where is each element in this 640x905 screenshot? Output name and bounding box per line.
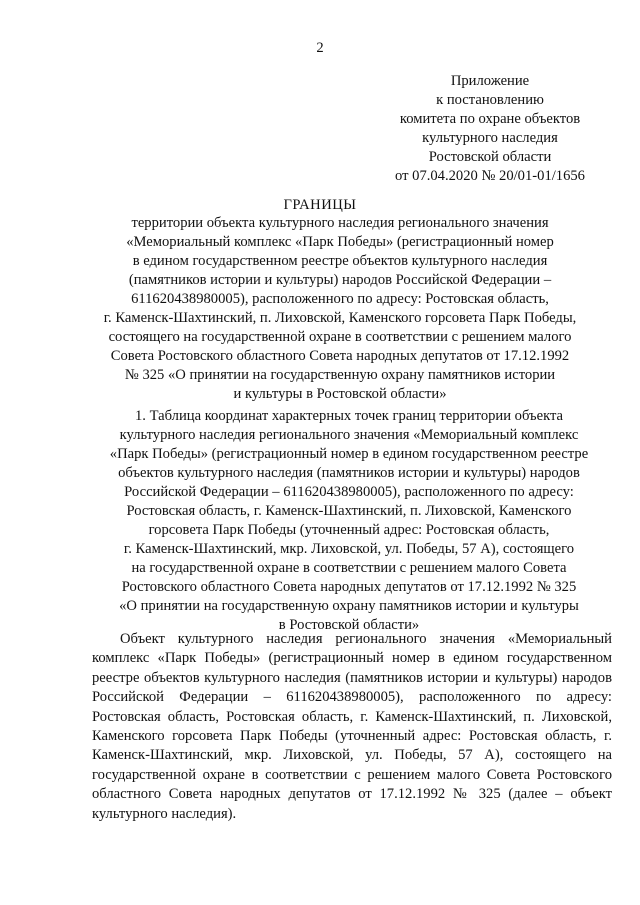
document-subtitle <box>80 214 600 404</box>
appendix-line: Приложение <box>450 73 530 89</box>
section-1-line: г. Каменск-Шахтинский, мкр. Лиховской, ул. Победы, 57 А), состоящего <box>123 541 575 557</box>
document-title: ГРАНИЦЫ <box>283 197 357 213</box>
appendix-line: к постановлению <box>436 92 544 108</box>
section-1-line: объектов культурного наследия (памятников истории и культуры) народов <box>118 465 580 481</box>
section-1-line: культурного наследия регионального значения «Мемориальный комплекс <box>119 427 579 443</box>
subtitle-line: состоящего на государственной охране в соответствии с решением малого <box>108 329 572 345</box>
subtitle-line: Совета Ростовского областного Совета народных депутатов от 17.12.1992 <box>110 348 570 364</box>
page-number: 2 <box>316 40 324 56</box>
subtitle-line: (памятников истории и культуры) народов Российской Федерации – <box>128 272 552 288</box>
section-1-line: в Ростовской области» <box>278 617 420 633</box>
appendix-line: Ростовской области <box>428 149 552 165</box>
subtitle-line: 611620438980005), расположенного по адресу: Ростовская область, <box>131 291 549 307</box>
subtitle-line: и культуры в Ростовской области» <box>233 386 447 402</box>
subtitle-line: территории объекта культурного наследия регионального значения <box>131 215 549 231</box>
subtitle-line: в едином государственном реестре объектов культурного наследия <box>132 253 548 269</box>
section-1-line: 1. Таблица координат характерных точек границ территории объекта <box>134 408 563 424</box>
section-1-line: горсовета Парк Победы (уточненный адрес: Ростовская область, <box>148 522 550 538</box>
section-1-line: Российской Федерации – 611620438980005), расположенного по адресу: <box>124 484 574 500</box>
section-1-line: Ростовская область, г. Каменск-Шахтинский, п. Лиховской, Каменского <box>126 503 572 519</box>
subtitle-line: г. Каменск-Шахтинский, п. Лиховской, Каменского горсовета Парк Победы, <box>103 310 577 326</box>
section-1-heading <box>86 407 612 635</box>
appendix-line: комитета по охране объектов <box>399 111 581 127</box>
body-paragraph: Объект культурного наследия регионального значения «Мемориальный комплекс «Парк Победы» (регистрационный номер в едином государственном реестре объектов культурного наследия (памятников истории и культуры) народов Российской Федерации – 611620438980005), расположенного по адресу: Ростовская область, Ростовская область, г. Каменск-Шахтинский, п. Лиховской, Каменского горсовета Парк Победы (уточненный адрес: Ростовская область, г. Каменск-Шахтинский, мкр. Лиховской, ул. Победы, 57 А), состоящего на государственной охране в соответствии с решением малого Совета Ростовского областного Совета народных депутатов от 17.12.1992 № 325 (далее – объект культурного наследия). <box>92 631 612 822</box>
subtitle-line: № 325 «О принятии на государственную охрану памятников истории <box>124 367 556 383</box>
section-1-line: Ростовского областного Совета народных депутатов от 17.12.1992 № 325 <box>121 579 577 595</box>
section-1-line: «О принятии на государственную охрану памятников истории и культуры <box>119 598 579 614</box>
appendix-block <box>290 72 640 186</box>
appendix-line: культурного наследия <box>422 130 558 146</box>
subtitle-line: «Мемориальный комплекс «Парк Победы» (регистрационный номер <box>126 234 554 250</box>
appendix-line: от 07.04.2020 № 20/01-01/1656 <box>395 168 585 184</box>
section-1-line: «Парк Победы» (регистрационный номер в едином государственном реестре <box>109 446 589 462</box>
section-1-line: на государственной охране в соответствии с решением малого Совета <box>131 560 567 576</box>
